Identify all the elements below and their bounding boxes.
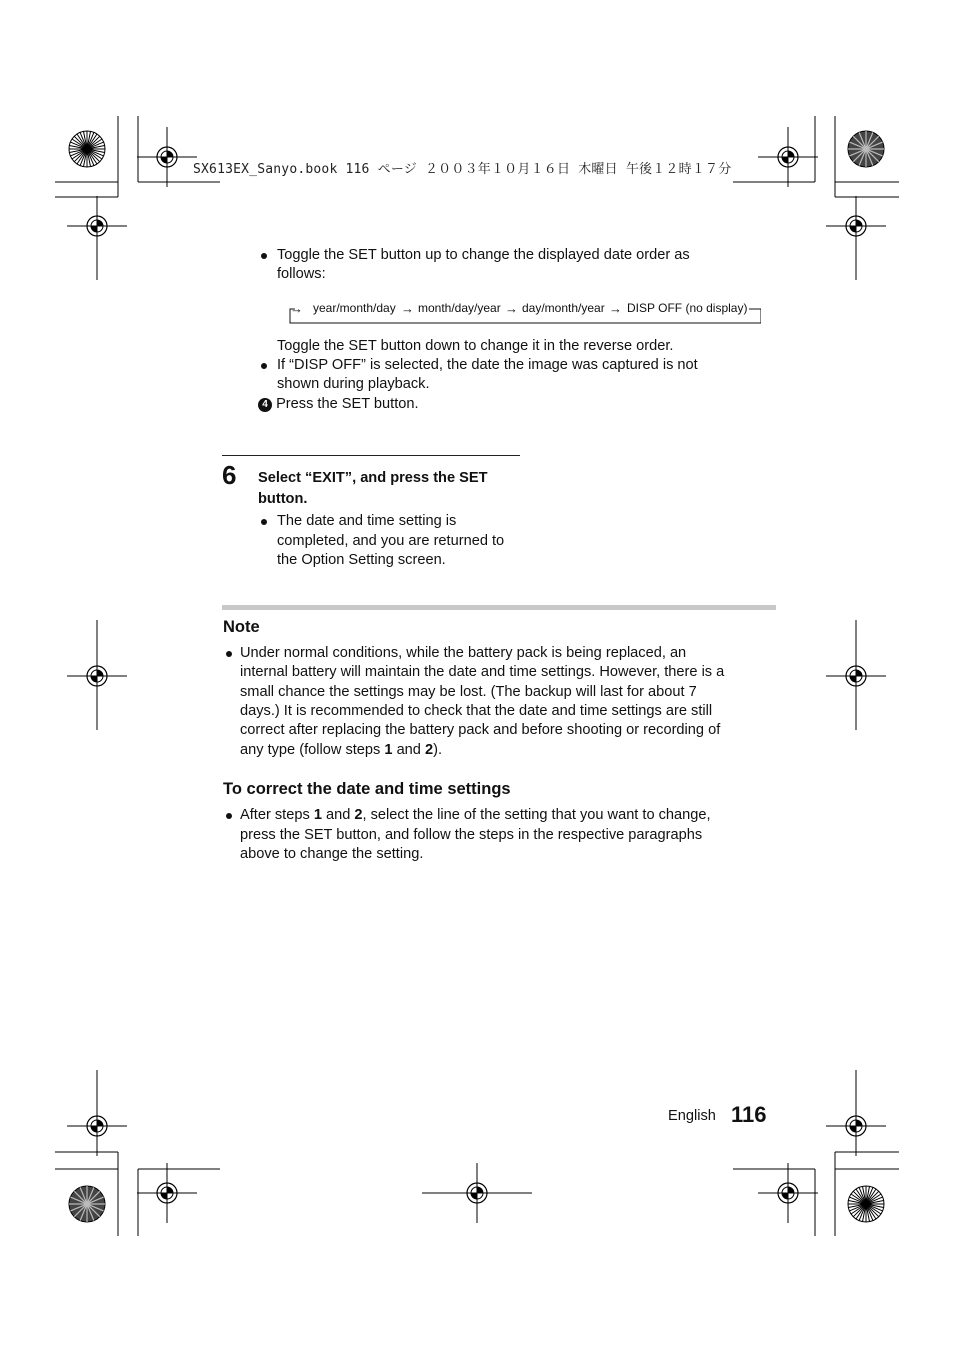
intro-bullet1-line1: Toggle the SET button up to change the displayed date order as	[277, 247, 690, 263]
note-line6	[240, 741, 442, 760]
correct-line1	[240, 806, 711, 825]
arrow-icon: →	[401, 301, 414, 316]
bullet-icon	[261, 519, 267, 525]
flow-item-ymd: year/month/day	[313, 301, 396, 315]
step-ref-1: 1	[313, 807, 322, 823]
flow-item-mdy: month/day/year	[418, 301, 501, 315]
step6-bullet-line2: completed, and you are returned to	[277, 533, 505, 549]
note-line3: small chance the settings may be lost. (The backup will last for about 7	[240, 684, 697, 700]
note-bar	[222, 605, 776, 610]
note-line6-post: ).	[433, 742, 443, 758]
arrow-icon: →	[290, 301, 303, 316]
note-line5: correct after replacing the battery pack and before shooting or recording of	[240, 722, 721, 738]
reverse-order-text: Toggle the SET button down to change it in the reverse order.	[277, 338, 674, 354]
intro-bullet1-line2: follows:	[277, 266, 326, 282]
bullet-icon	[261, 253, 267, 259]
bullet-icon	[226, 813, 232, 819]
print-header: SX613EX_Sanyo.book 116 ページ ２００３年１０月１６日 木曜日 午後１２時１７分	[193, 162, 732, 177]
note-line1: Under normal conditions, while the battery pack is being replaced, an	[240, 645, 687, 661]
step6-bullet-line1: The date and time setting is	[277, 513, 457, 529]
correct-heading: To correct the date and time settings	[223, 780, 511, 798]
substep-4	[258, 395, 419, 414]
correct-line1-pre: After steps	[240, 807, 314, 823]
note-line2: internal battery will maintain the date and time settings. However, there is a	[240, 664, 725, 680]
note-heading: Note	[223, 618, 260, 636]
arrow-icon: →	[609, 301, 622, 316]
intro-bullet2-line2: shown during playback.	[277, 376, 430, 392]
intro-bullet2-line1: If “DISP OFF” is selected, the date the image was captured is not	[277, 357, 698, 373]
step-ref-1: 1	[384, 742, 393, 758]
footer-language: English	[668, 1108, 716, 1124]
correct-line1-mid: and	[321, 807, 355, 823]
note-line6-pre: any type (follow steps	[240, 742, 385, 758]
note-line4: days.) It is recommended to check that the date and time settings are still	[240, 703, 713, 719]
flow-item-dmy: day/month/year	[522, 301, 605, 315]
circled-number-icon: 4	[258, 398, 272, 412]
substep-4-text: Press the SET button.	[276, 396, 419, 412]
bullet-icon	[261, 363, 267, 369]
step6-bullet-line3: the Option Setting screen.	[277, 552, 446, 568]
arrow-icon: →	[505, 301, 518, 316]
step-number: 6	[222, 460, 237, 490]
note-line6-mid: and	[392, 742, 425, 758]
step6-title-line2: button.	[258, 491, 308, 507]
step-ref-2: 2	[354, 807, 363, 823]
step-divider	[222, 455, 520, 456]
date-order-flow	[289, 300, 761, 324]
step6-title-line1: Select “EXIT”, and press the SET	[258, 470, 488, 486]
step-ref-2: 2	[424, 742, 434, 758]
bullet-icon	[226, 651, 232, 657]
page-number: 116	[731, 1102, 767, 1127]
flow-item-disp-off: DISP OFF (no display)	[627, 301, 748, 315]
correct-line1-post: , select the line of the setting that you want to change,	[362, 807, 711, 823]
correct-line2: press the SET button, and follow the steps in the respective paragraphs	[240, 827, 703, 843]
correct-line3: above to change the setting.	[240, 846, 424, 862]
